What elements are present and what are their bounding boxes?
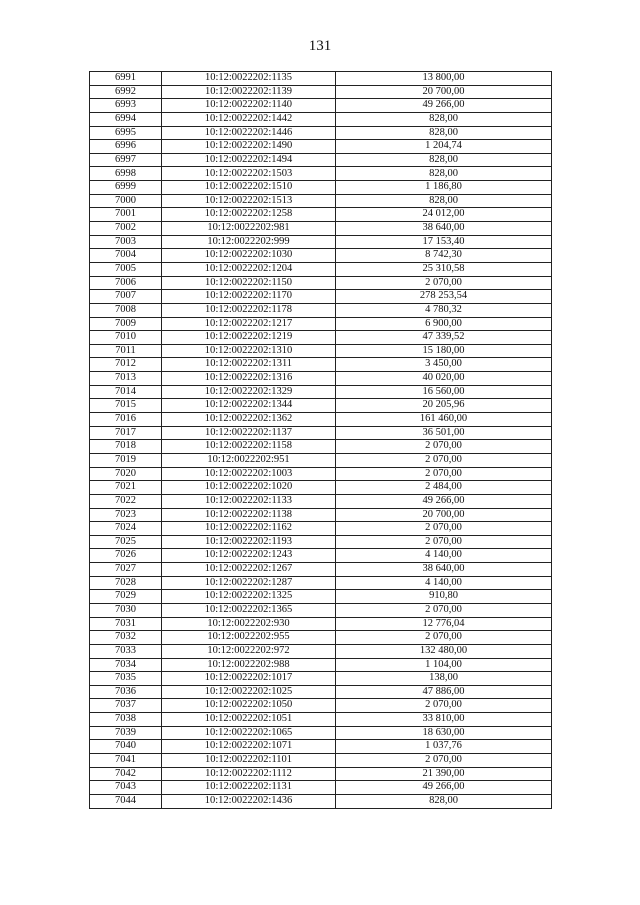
row-number-cell: 7023: [90, 508, 162, 522]
cadastral-number-cell: 10:12:0022202:1162: [162, 522, 336, 536]
table-row: [90, 713, 552, 727]
cadastral-number-cell: 10:12:0022202:972: [162, 644, 336, 658]
cadastral-number-cell: 10:12:0022202:1178: [162, 303, 336, 317]
amount-cell: 8 742,30: [336, 249, 552, 263]
table-row: [90, 262, 552, 276]
row-number-cell: 6991: [90, 72, 162, 86]
amount-cell: 36 501,00: [336, 426, 552, 440]
row-number-cell: 7006: [90, 276, 162, 290]
registry-table-body: [90, 72, 552, 809]
row-number-cell: 7014: [90, 385, 162, 399]
table-row: [90, 467, 552, 481]
cadastral-number-cell: 10:12:0022202:1344: [162, 399, 336, 413]
table-row: [90, 726, 552, 740]
amount-cell: 2 070,00: [336, 699, 552, 713]
amount-cell: 40 020,00: [336, 372, 552, 386]
amount-cell: 4 780,32: [336, 303, 552, 317]
table-row: [90, 685, 552, 699]
cadastral-number-cell: 10:12:0022202:1137: [162, 426, 336, 440]
amount-cell: 20 205,96: [336, 399, 552, 413]
amount-cell: 2 070,00: [336, 453, 552, 467]
cadastral-number-cell: 10:12:0022202:1494: [162, 153, 336, 167]
cadastral-number-cell: 10:12:0022202:1170: [162, 290, 336, 304]
amount-cell: 2 070,00: [336, 522, 552, 536]
row-number-cell: 7039: [90, 726, 162, 740]
cadastral-number-cell: 10:12:0022202:1325: [162, 590, 336, 604]
row-number-cell: 7030: [90, 603, 162, 617]
cadastral-number-cell: 10:12:0022202:1003: [162, 467, 336, 481]
row-number-cell: 7029: [90, 590, 162, 604]
table-row: [90, 208, 552, 222]
amount-cell: 16 560,00: [336, 385, 552, 399]
amount-cell: 2 070,00: [336, 467, 552, 481]
amount-cell: 47 339,52: [336, 331, 552, 345]
row-number-cell: 6999: [90, 181, 162, 195]
cadastral-number-cell: 10:12:0022202:1243: [162, 549, 336, 563]
cadastral-number-cell: 10:12:0022202:1133: [162, 494, 336, 508]
page-number: 131: [308, 38, 332, 54]
table-row: [90, 126, 552, 140]
row-number-cell: 6994: [90, 112, 162, 126]
table-row: [90, 508, 552, 522]
amount-cell: 828,00: [336, 194, 552, 208]
row-number-cell: 7012: [90, 358, 162, 372]
row-number-cell: 7007: [90, 290, 162, 304]
amount-cell: 828,00: [336, 167, 552, 181]
row-number-cell: 7003: [90, 235, 162, 249]
amount-cell: 49 266,00: [336, 494, 552, 508]
table-row: [90, 699, 552, 713]
row-number-cell: 6992: [90, 85, 162, 99]
registry-table: [89, 71, 552, 809]
cadastral-number-cell: 10:12:0022202:1051: [162, 713, 336, 727]
cadastral-number-cell: 10:12:0022202:981: [162, 222, 336, 236]
cadastral-number-cell: 10:12:0022202:1050: [162, 699, 336, 713]
amount-cell: 828,00: [336, 153, 552, 167]
cadastral-number-cell: 10:12:0022202:1017: [162, 672, 336, 686]
table-row: [90, 399, 552, 413]
cadastral-number-cell: 10:12:0022202:1112: [162, 767, 336, 781]
cadastral-number-cell: 10:12:0022202:1503: [162, 167, 336, 181]
row-number-cell: 7015: [90, 399, 162, 413]
table-row: [90, 235, 552, 249]
row-number-cell: 7016: [90, 413, 162, 427]
table-row: [90, 413, 552, 427]
row-number-cell: 7022: [90, 494, 162, 508]
row-number-cell: 7005: [90, 262, 162, 276]
table-row: [90, 617, 552, 631]
table-row: [90, 549, 552, 563]
table-row: [90, 72, 552, 86]
cadastral-number-cell: 10:12:0022202:955: [162, 631, 336, 645]
amount-cell: 161 460,00: [336, 413, 552, 427]
table-row: [90, 754, 552, 768]
cadastral-number-cell: 10:12:0022202:1131: [162, 781, 336, 795]
amount-cell: 1 204,74: [336, 140, 552, 154]
amount-cell: 17 153,40: [336, 235, 552, 249]
cadastral-number-cell: 10:12:0022202:1310: [162, 344, 336, 358]
amount-cell: 47 886,00: [336, 685, 552, 699]
table-row: [90, 290, 552, 304]
cadastral-number-cell: 10:12:0022202:1365: [162, 603, 336, 617]
amount-cell: 2 070,00: [336, 603, 552, 617]
row-number-cell: 7027: [90, 563, 162, 577]
table-row: [90, 767, 552, 781]
amount-cell: 4 140,00: [336, 549, 552, 563]
table-row: [90, 535, 552, 549]
table-row: [90, 276, 552, 290]
amount-cell: 1 104,00: [336, 658, 552, 672]
row-number-cell: 6995: [90, 126, 162, 140]
table-row: [90, 631, 552, 645]
cadastral-number-cell: 10:12:0022202:1490: [162, 140, 336, 154]
table-row: [90, 590, 552, 604]
table-row: [90, 317, 552, 331]
cadastral-number-cell: 10:12:0022202:1362: [162, 413, 336, 427]
amount-cell: 24 012,00: [336, 208, 552, 222]
row-number-cell: 7019: [90, 453, 162, 467]
amount-cell: 1 186,80: [336, 181, 552, 195]
row-number-cell: 6997: [90, 153, 162, 167]
table-row: [90, 331, 552, 345]
amount-cell: 2 070,00: [336, 754, 552, 768]
row-number-cell: 7000: [90, 194, 162, 208]
row-number-cell: 7017: [90, 426, 162, 440]
row-number-cell: 7028: [90, 576, 162, 590]
table-row: [90, 781, 552, 795]
amount-cell: 828,00: [336, 794, 552, 808]
amount-cell: 138,00: [336, 672, 552, 686]
amount-cell: 2 070,00: [336, 535, 552, 549]
cadastral-number-cell: 10:12:0022202:1287: [162, 576, 336, 590]
amount-cell: 12 776,04: [336, 617, 552, 631]
cadastral-number-cell: 10:12:0022202:1267: [162, 563, 336, 577]
row-number-cell: 6993: [90, 99, 162, 113]
row-number-cell: 7040: [90, 740, 162, 754]
table-row: [90, 153, 552, 167]
cadastral-number-cell: 10:12:0022202:1510: [162, 181, 336, 195]
table-row: [90, 385, 552, 399]
cadastral-number-cell: 10:12:0022202:1436: [162, 794, 336, 808]
table-row: [90, 194, 552, 208]
row-number-cell: 7011: [90, 344, 162, 358]
amount-cell: 49 266,00: [336, 99, 552, 113]
cadastral-number-cell: 10:12:0022202:1065: [162, 726, 336, 740]
amount-cell: 15 180,00: [336, 344, 552, 358]
row-number-cell: 7043: [90, 781, 162, 795]
row-number-cell: 7009: [90, 317, 162, 331]
cadastral-number-cell: 10:12:0022202:1071: [162, 740, 336, 754]
row-number-cell: 7041: [90, 754, 162, 768]
row-number-cell: 7042: [90, 767, 162, 781]
amount-cell: 38 640,00: [336, 563, 552, 577]
cadastral-number-cell: 10:12:0022202:1140: [162, 99, 336, 113]
row-number-cell: 7033: [90, 644, 162, 658]
amount-cell: 38 640,00: [336, 222, 552, 236]
cadastral-number-cell: 10:12:0022202:1193: [162, 535, 336, 549]
row-number-cell: 7024: [90, 522, 162, 536]
table-row: [90, 426, 552, 440]
row-number-cell: 6998: [90, 167, 162, 181]
amount-cell: 910,80: [336, 590, 552, 604]
row-number-cell: 7036: [90, 685, 162, 699]
table-row: [90, 181, 552, 195]
row-number-cell: 7001: [90, 208, 162, 222]
table-row: [90, 563, 552, 577]
cadastral-number-cell: 10:12:0022202:930: [162, 617, 336, 631]
cadastral-number-cell: 10:12:0022202:1158: [162, 440, 336, 454]
cadastral-number-cell: 10:12:0022202:1513: [162, 194, 336, 208]
amount-cell: 25 310,58: [336, 262, 552, 276]
table-row: [90, 303, 552, 317]
cadastral-number-cell: 10:12:0022202:1139: [162, 85, 336, 99]
amount-cell: 20 700,00: [336, 85, 552, 99]
row-number-cell: 7025: [90, 535, 162, 549]
cadastral-number-cell: 10:12:0022202:988: [162, 658, 336, 672]
row-number-cell: 7008: [90, 303, 162, 317]
row-number-cell: 7034: [90, 658, 162, 672]
cadastral-number-cell: 10:12:0022202:1135: [162, 72, 336, 86]
row-number-cell: 7020: [90, 467, 162, 481]
cadastral-number-cell: 10:12:0022202:1150: [162, 276, 336, 290]
table-row: [90, 112, 552, 126]
row-number-cell: 7013: [90, 372, 162, 386]
amount-cell: 6 900,00: [336, 317, 552, 331]
cadastral-number-cell: 10:12:0022202:1101: [162, 754, 336, 768]
amount-cell: 21 390,00: [336, 767, 552, 781]
table-row: [90, 222, 552, 236]
table-row: [90, 481, 552, 495]
cadastral-number-cell: 10:12:0022202:1258: [162, 208, 336, 222]
row-number-cell: 7018: [90, 440, 162, 454]
table-row: [90, 249, 552, 263]
table-row: [90, 794, 552, 808]
amount-cell: 132 480,00: [336, 644, 552, 658]
table-row: [90, 344, 552, 358]
table-row: [90, 740, 552, 754]
table-row: [90, 658, 552, 672]
amount-cell: 828,00: [336, 126, 552, 140]
row-number-cell: 7032: [90, 631, 162, 645]
table-row: [90, 644, 552, 658]
cadastral-number-cell: 10:12:0022202:1030: [162, 249, 336, 263]
cadastral-number-cell: 10:12:0022202:1316: [162, 372, 336, 386]
cadastral-number-cell: 10:12:0022202:1025: [162, 685, 336, 699]
table-row: [90, 453, 552, 467]
cadastral-number-cell: 10:12:0022202:1329: [162, 385, 336, 399]
row-number-cell: 7004: [90, 249, 162, 263]
cadastral-number-cell: 10:12:0022202:1446: [162, 126, 336, 140]
row-number-cell: 7002: [90, 222, 162, 236]
table-row: [90, 372, 552, 386]
cadastral-number-cell: 10:12:0022202:999: [162, 235, 336, 249]
amount-cell: 828,00: [336, 112, 552, 126]
table-row: [90, 494, 552, 508]
table-row: [90, 140, 552, 154]
amount-cell: 4 140,00: [336, 576, 552, 590]
amount-cell: 2 070,00: [336, 440, 552, 454]
row-number-cell: 7035: [90, 672, 162, 686]
cadastral-number-cell: 10:12:0022202:1311: [162, 358, 336, 372]
row-number-cell: 7044: [90, 794, 162, 808]
row-number-cell: 7021: [90, 481, 162, 495]
amount-cell: 278 253,54: [336, 290, 552, 304]
table-row: [90, 576, 552, 590]
amount-cell: 49 266,00: [336, 781, 552, 795]
table-row: [90, 672, 552, 686]
amount-cell: 2 070,00: [336, 631, 552, 645]
table-row: [90, 167, 552, 181]
cadastral-number-cell: 10:12:0022202:1138: [162, 508, 336, 522]
row-number-cell: 7031: [90, 617, 162, 631]
amount-cell: 2 070,00: [336, 276, 552, 290]
amount-cell: 1 037,76: [336, 740, 552, 754]
amount-cell: 18 630,00: [336, 726, 552, 740]
amount-cell: 2 484,00: [336, 481, 552, 495]
cadastral-number-cell: 10:12:0022202:951: [162, 453, 336, 467]
table-row: [90, 440, 552, 454]
table-row: [90, 522, 552, 536]
cadastral-number-cell: 10:12:0022202:1204: [162, 262, 336, 276]
table-row: [90, 603, 552, 617]
row-number-cell: 7026: [90, 549, 162, 563]
row-number-cell: 7038: [90, 713, 162, 727]
cadastral-number-cell: 10:12:0022202:1219: [162, 331, 336, 345]
amount-cell: 33 810,00: [336, 713, 552, 727]
table-row: [90, 85, 552, 99]
row-number-cell: 7010: [90, 331, 162, 345]
amount-cell: 3 450,00: [336, 358, 552, 372]
amount-cell: 20 700,00: [336, 508, 552, 522]
amount-cell: 13 800,00: [336, 72, 552, 86]
cadastral-number-cell: 10:12:0022202:1442: [162, 112, 336, 126]
cadastral-number-cell: 10:12:0022202:1217: [162, 317, 336, 331]
table-row: [90, 358, 552, 372]
cadastral-number-cell: 10:12:0022202:1020: [162, 481, 336, 495]
row-number-cell: 7037: [90, 699, 162, 713]
table-row: [90, 99, 552, 113]
row-number-cell: 6996: [90, 140, 162, 154]
